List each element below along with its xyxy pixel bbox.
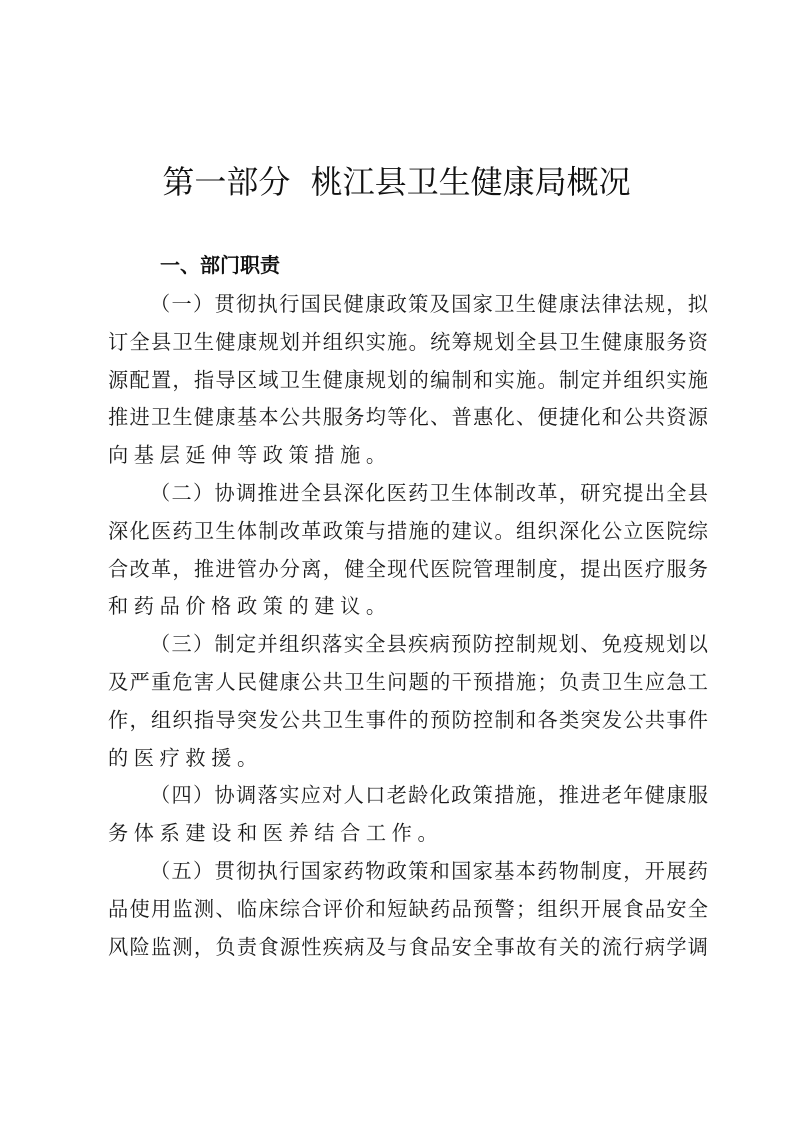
text-line: 作，组织指导突发公共卫生事件的预防控制和各类突发公共事件 — [108, 707, 708, 732]
text-line: 品使用监测、临床综合评价和短缺药品预警；组织开展食品安全 — [108, 896, 708, 921]
text-line: （一）贯彻执行国民健康政策及国家卫生健康法律法规，拟 — [150, 292, 708, 316]
text-line: 合改革，推进管办分离，健全现代医院管理制度，提出医疗服务 — [108, 556, 708, 581]
text-line: 和药品价格政策的建议。 — [108, 594, 392, 619]
text-line: 及严重危害人民健康公共卫生问题的干预措施；负责卫生应急工 — [108, 669, 708, 694]
text-line: （三）制定并组织落实全县疾病预防控制规划、免疫规划以 — [150, 632, 708, 657]
section-heading: 一、部门职责 — [160, 253, 280, 277]
text-line: 源配置，指导区域卫生健康规划的编制和实施。制定并组织实施 — [108, 367, 708, 392]
text-line: 推进卫生健康基本公共服务均等化、普惠化、便捷化和公共资源 — [108, 405, 708, 430]
text-line: （四）协调落实应对人口老龄化政策措施，推进老年健康服 — [150, 783, 708, 808]
text-line: 深化医药卫生体制改革政策与措施的建议。组织深化公立医院综 — [108, 518, 708, 543]
text-line: 的医疗救援。 — [108, 745, 263, 770]
text-line: 务体系建设和医养结合工作。 — [108, 821, 444, 846]
text-line: （二）协调推进全县深化医药卫生体制改革，研究提出全县 — [150, 480, 708, 505]
page-title: 第一部分 桃江县卫生健康局概况 — [162, 163, 631, 201]
text-line: （五）贯彻执行国家药物政策和国家基本药物制度，开展药 — [150, 858, 708, 883]
body-text — [108, 286, 708, 966]
text-line: 向基层延伸等政策措施。 — [108, 443, 392, 468]
text-line: 订全县卫生健康规划并组织实施。统筹规划全县卫生健康服务资 — [108, 329, 708, 354]
text-line: 风险监测，负责食源性疾病及与食品安全事故有关的流行病学调 — [108, 934, 708, 959]
